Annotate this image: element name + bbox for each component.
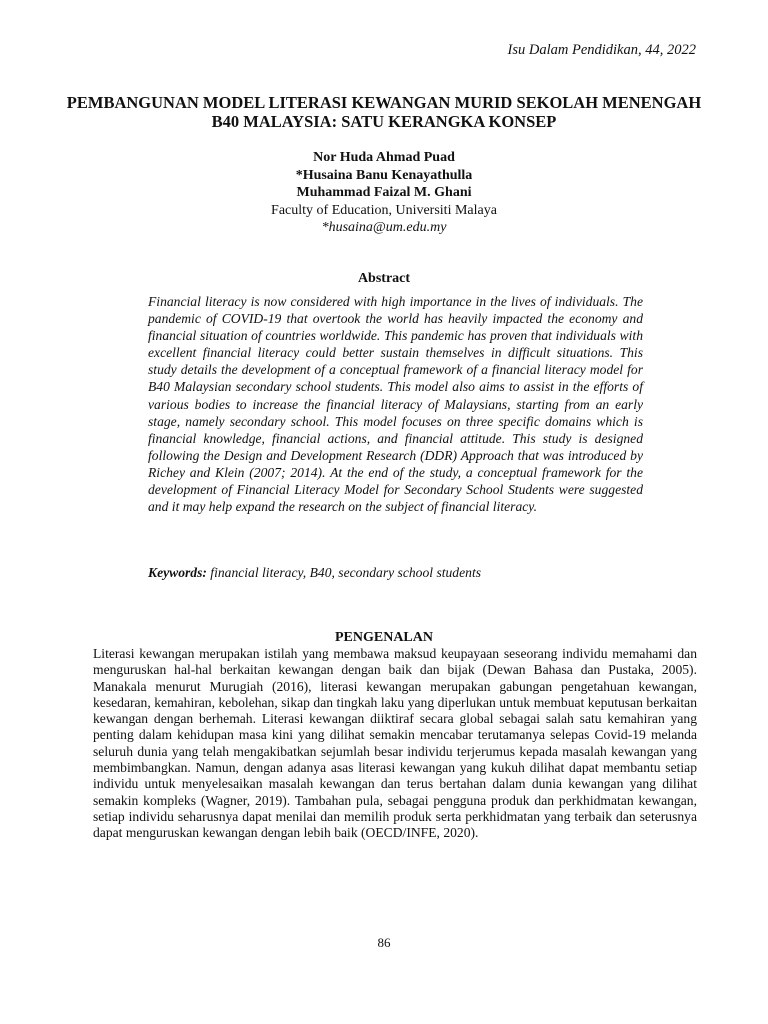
abstract-heading: Abstract — [357, 271, 411, 286]
author-block — [0, 149, 768, 237]
abstract-text: Financial literacy is now considered with high importance in the lives of individuals. The pandemic of COVID-19 that overtook the world has heavily impacted the economy and financial situation of countries worldwide. This pandemic has proven that individuals with excellent financial literacy could better sustain themselves in difficult situations. This study details the development of a conceptual framework of a financial literacy model for B40 Malaysian secondary school students. This model also aims to assist in the efforts of various bodies to increase the financial literacy of Malaysians, starting from an early stage, namely secondary school. This model focuses on three specific domains which is financial knowledge, financial actions, and financial attitude. This study is designed following the Design and Development Research (DDR) Approach that was introduced by Richey and Klein (2007; 2014). At the end of the study, a conceptual framework for the development of Financial Literacy Model for Secondary School Students were suggested and it may help expand the research on the subject of financial literacy. — [148, 294, 643, 515]
page-number: 86 — [377, 935, 391, 950]
author-name: Muhammad Faizal M. Ghani — [296, 185, 472, 200]
author-affiliation: Faculty of Education, Universiti Malaya — [271, 202, 497, 218]
section-heading: PENGENALAN — [334, 630, 433, 645]
author-email: *husaina@um.edu.my — [321, 220, 447, 235]
author-name: *Husaina Banu Kenayathulla — [295, 167, 473, 183]
keywords-list: financial literacy, B40, secondary school students — [206, 565, 482, 580]
paper-title: PEMBANGUNAN MODEL LITERASI KEWANGAN MURID SEKOLAH MENENGAH B40 MALAYSIA: SATU KERANGKA KONSEP — [66, 93, 702, 131]
keywords-line — [148, 565, 643, 581]
author-name: Nor Huda Ahmad Puad — [313, 150, 455, 165]
section-body-text: Literasi kewangan merupakan istilah yang membawa maksud keupayaan seseorang individu memahami dan menguruskan hal-hal berkaitan kewangan dengan baik dan bijak (Dewan Bahasa dan Pustaka, 2005). Manakala menurut Murugiah (2016), literasi kewangan merupakan gabungan pengetahuan kewangan, kesedaran, kemahiran, kebolehan, sikap dan tingkah laku yang diperlukan untuk membuat keputusan berkaitan kewangan dengan berhemah. Literasi kewangan diiktiraf secara global sebagai salah satu kemahiran yang penting dalam kehidupan masa kini yang dilihat semakin mencabar terutamanya selepas Covid-19 melanda seluruh dunia yang telah mengakibatkan sejumlah besar individu terjerumus kepada masalah kewangan yang membimbangkan. Namun, dengan adanya asas literasi kewangan yang kukuh dilihat dapat membantu setiap individu untuk menyelesaikan masalah kewangan dan terus bertahan dalam dunia kewangan yang dilihat semakin kompleks (Wagner, 2019). Tambahan pula, sebagai pengguna produk dan perkhidmatan kewangan, setiap individu seharusnya dapat menilai dan memilih produk serta perkhidmatan yang terbaik dan seterusnya dapat menguruskan kewangan dengan lebih baik (OECD/INFE, 2020). — [93, 646, 697, 841]
keywords-label: Keywords: — [148, 565, 207, 580]
journal-header: Isu Dalam Pendidikan, 44, 2022 — [507, 42, 696, 58]
